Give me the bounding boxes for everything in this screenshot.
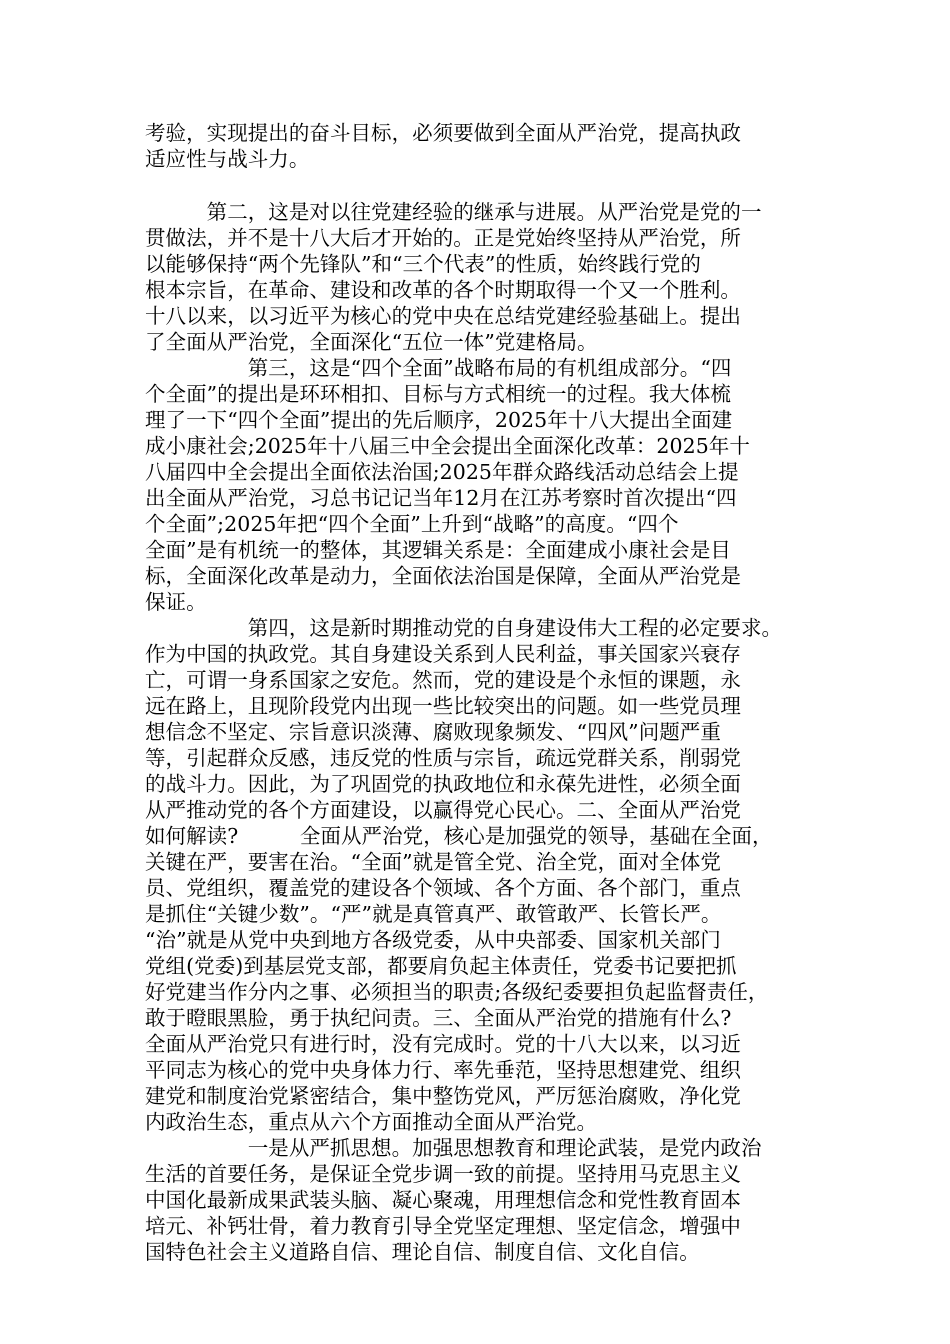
text-line: 员、党组织，覆盖党的建设各个领域、各个方面、各个部门，重点 (145, 876, 741, 900)
text-line: 敢于瞪眼黑脸，勇于执纪问责。三、全面从严治党的措施有什么? (145, 1006, 732, 1030)
text-line: 作为中国的执政党。其自身建设关系到人民利益，事关国家兴衰存 (145, 642, 741, 666)
text-line: 等，引起群众反感，违反党的性质与宗旨，疏远党群关系，削弱党 (145, 746, 741, 770)
text-line: 好党建当作分内之事、必须担当的职责;各级纪委要担负起监督责任， (145, 980, 769, 1004)
text-line: 生活的首要任务，是保证全党步调一致的前提。坚持用马克思主义 (145, 1162, 741, 1186)
text-line: 全面从严治党只有进行时，没有完成时。党的十八大以来，以习近 (145, 1032, 741, 1056)
text-line: 考验，实现提出的奋斗目标，必须要做到全面从严治党，提高执政 (145, 121, 741, 145)
text-line: 第三，这是“四个全面”战略布局的有机组成部分。“四 (145, 356, 732, 380)
text-line: 理了一下“四个全面”提出的先后顺序，2025年十八大提出全面建 (145, 408, 733, 432)
text-line: 内政治生态，重点从六个方面推动全面从严治党。 (145, 1110, 598, 1134)
text-line: 如何解读? 全面从严治党，核心是加强党的领导，基础在全面， (145, 824, 773, 848)
text-line: 的战斗力。因此，为了巩固党的执政地位和永葆先进性，必须全面 (145, 772, 741, 796)
text-line: 从严推动党的各个方面建设，以赢得党心民心。二、全面从严治党 (145, 798, 741, 822)
text-line: 以能够保持“两个先锋队”和“三个代表”的性质，始终践行党的 (145, 252, 701, 276)
text-line: 出全面从严治党，习总书记记当年12月在江苏考察时首次提出“四 (145, 486, 737, 510)
text-line: 成小康社会;2025年十八届三中全会提出全面深化改革：2025年十 (145, 434, 750, 458)
text-line: 远在路上，且现阶段党内出现一些比较突出的问题。如一些党员理 (145, 694, 741, 718)
text-line: 了全面从严治党，全面深化“五位一体”党建格局。 (145, 330, 598, 354)
text-line: 第四，这是新时期推动党的自身建设伟大工程的必定要求。 (145, 616, 783, 640)
text-line: 想信念不坚定、宗旨意识淡薄、腐败现象频发、“四风”问题严重 (145, 720, 721, 744)
text-line: 党组(党委)到基层党支部，都要肩负起主体责任，党委书记要把抓 (145, 954, 737, 978)
text-line: 第二，这是对以往党建经验的继承与进展。从严治党是党的一 (145, 200, 762, 224)
text-line: 平同志为核心的党中央身体力行、率先垂范，坚持思想建党、组织 (145, 1058, 741, 1082)
text-line: 八届四中全会提出全面依法治国;2025年群众路线活动总结会上提 (145, 460, 739, 484)
text-line: 是抓住“关键少数”。“严”就是真管真严、敢管敢严、长管长严。 (145, 902, 722, 926)
text-line: 十八以来，以习近平为核心的党中央在总结党建经验基础上。提出 (145, 304, 741, 328)
text-line: 国特色社会主义道路自信、理论自信、制度自信、文化自信。 (145, 1240, 700, 1264)
text-line: 中国化最新成果武装头脑、凝心聚魂，用理想信念和党性教育固本 (145, 1188, 741, 1212)
text-line: 保证。 (145, 590, 207, 614)
text-line: 个全面”的提出是环环相扣、目标与方式相统一的过程。我大体梳 (145, 382, 731, 406)
text-line: 标，全面深化改革是动力，全面依法治国是保障，全面从严治党是 (145, 564, 741, 588)
text-line: 个全面”;2025年把“四个全面”上升到“战略”的高度。“四个 (145, 512, 679, 536)
text-line: 关键在严，要害在治。“全面”就是管全党、治全党，面对全体党 (145, 850, 721, 874)
text-line: 亡，可谓一身系国家之安危。然而，党的建设是个永恒的课题，永 (145, 668, 741, 692)
text-line: 全面”是有机统一的整体，其逻辑关系是：全面建成小康社会是目 (145, 538, 731, 562)
text-line: 一是从严抓思想。加强思想教育和理论武装，是党内政治 (145, 1136, 762, 1160)
text-line: 建党和制度治党紧密结合，集中整饬党风，严厉惩治腐败，净化党 (145, 1084, 741, 1108)
text-line: 根本宗旨，在革命、建设和改革的各个时期取得一个又一个胜利。 (145, 278, 741, 302)
text-line: “治”就是从党中央到地方各级党委，从中央部委、国家机关部门 (145, 928, 721, 952)
text-line: 贯做法，并不是十八大后才开始的。正是党始终坚持从严治党，所 (145, 226, 741, 250)
text-line: 适应性与战斗力。 (145, 147, 310, 171)
text-line: 培元、补钙壮骨，着力教育引导全党坚定理想、坚定信念，增强中 (145, 1214, 741, 1238)
